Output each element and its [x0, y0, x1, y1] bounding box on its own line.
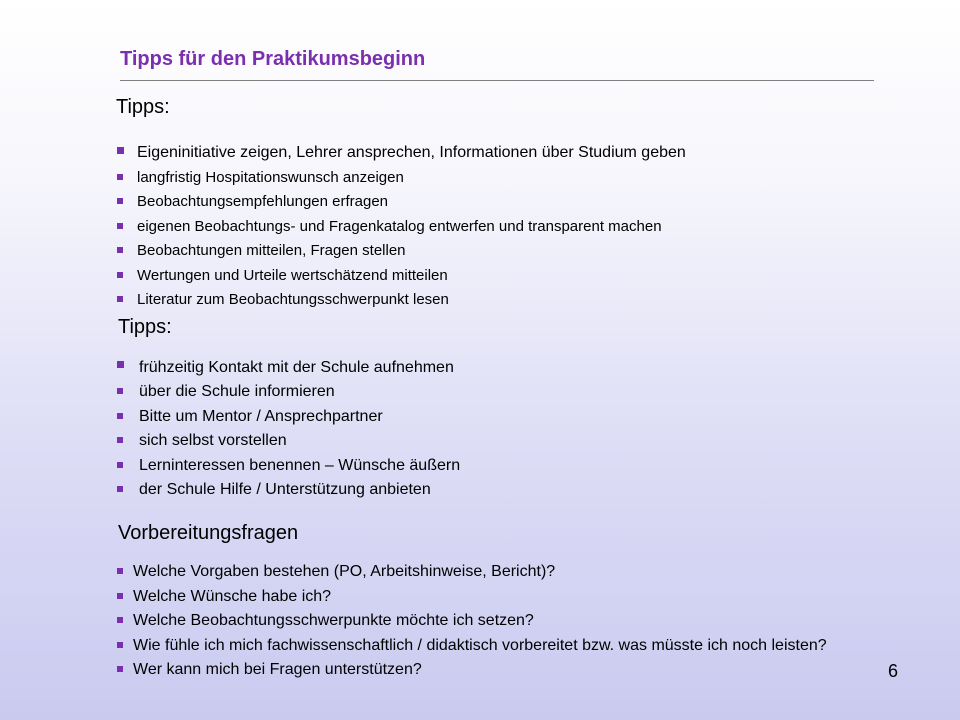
section2-list	[117, 356, 460, 502]
square-bullet-icon	[117, 388, 123, 394]
square-bullet-icon	[117, 147, 124, 154]
list-item: Wer kann mich bei Fragen unterstützen?	[117, 658, 827, 683]
slide-title: Tipps für den Praktikumsbeginn	[120, 48, 426, 70]
square-bullet-icon	[117, 296, 123, 302]
list-item: sich selbst vorstellen	[117, 429, 460, 453]
list-item: der Schule Hilfe / Unterstützung anbieten	[117, 478, 460, 502]
square-bullet-icon	[117, 642, 123, 648]
list-item: Eigeninitiative zeigen, Lehrer ansprechen, Informationen über Studium geben	[117, 141, 686, 166]
list-item: Literatur zum Beobachtungsschwerpunkt lesen	[117, 288, 686, 313]
square-bullet-icon	[117, 593, 123, 599]
square-bullet-icon	[117, 617, 123, 623]
section3-heading: Vorbereitungsfragen	[118, 522, 299, 544]
square-bullet-icon	[117, 462, 123, 468]
section1-list	[117, 141, 686, 313]
square-bullet-icon	[117, 413, 123, 419]
list-item: Wertungen und Urteile wertschätzend mitteilen	[117, 264, 686, 289]
square-bullet-icon	[117, 486, 123, 492]
list-item: Bitte um Mentor / Ansprechpartner	[117, 405, 460, 429]
section2-heading: Tipps:	[118, 316, 172, 338]
title-divider	[120, 80, 874, 81]
list-item: Beobachtungen mitteilen, Fragen stellen	[117, 239, 686, 264]
square-bullet-icon	[117, 272, 123, 278]
section1-heading: Tipps:	[116, 96, 170, 118]
square-bullet-icon	[117, 223, 123, 229]
list-item: über die Schule informieren	[117, 380, 460, 404]
square-bullet-icon	[117, 198, 123, 204]
square-bullet-icon	[117, 666, 123, 672]
list-item: Welche Wünsche habe ich?	[117, 585, 827, 610]
list-item: Wie fühle ich mich fachwissenschaftlich / didaktisch vorbereitet bzw. was müsste ich noch leisten?	[117, 634, 827, 659]
list-item: langfristig Hospitationswunsch anzeigen	[117, 166, 686, 191]
square-bullet-icon	[117, 437, 123, 443]
list-item: Lerninteressen benennen – Wünsche äußern	[117, 454, 460, 478]
list-item: frühzeitig Kontakt mit der Schule aufnehmen	[117, 356, 460, 380]
list-item: eigenen Beobachtungs- und Fragenkatalog entwerfen und transparent machen	[117, 215, 686, 240]
list-item: Beobachtungsempfehlungen erfragen	[117, 190, 686, 215]
list-item: Welche Vorgaben bestehen (PO, Arbeitshinweise, Bericht)?	[117, 560, 827, 585]
square-bullet-icon	[117, 361, 124, 368]
square-bullet-icon	[117, 174, 123, 180]
square-bullet-icon	[117, 247, 123, 253]
section3-list	[117, 560, 827, 683]
square-bullet-icon	[117, 568, 123, 574]
list-item: Welche Beobachtungsschwerpunkte möchte ich setzen?	[117, 609, 827, 634]
page-number: 6	[888, 661, 899, 681]
